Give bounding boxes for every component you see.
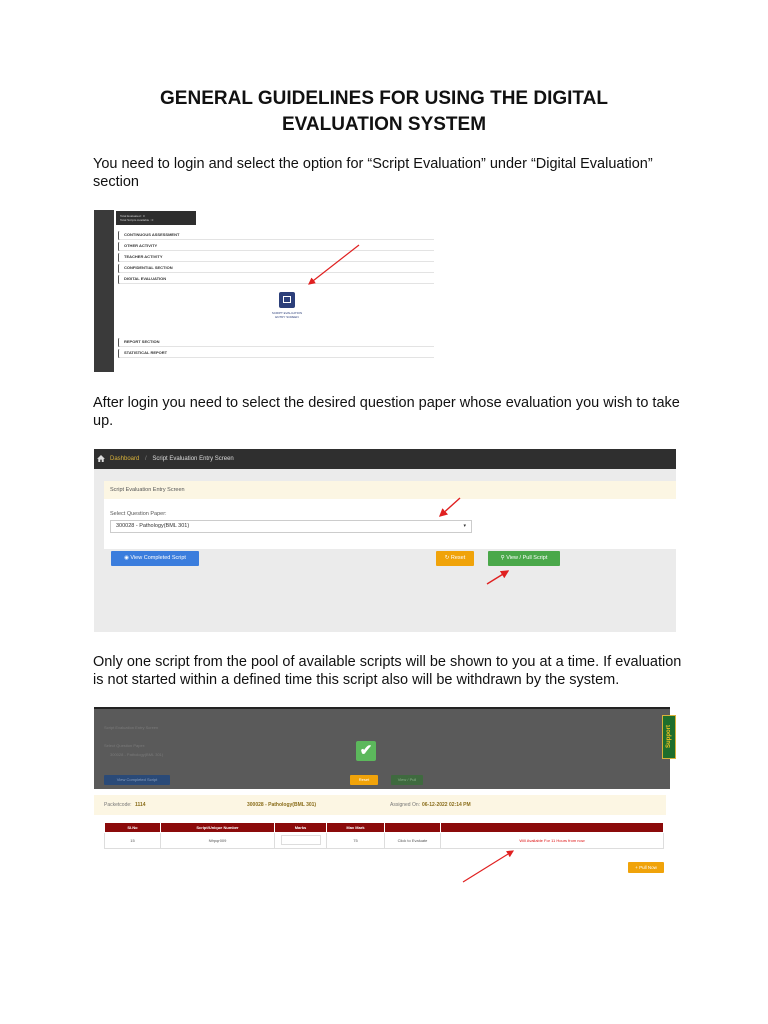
menu-row-confidential-section[interactable]: CONFIDENTIAL SECTION xyxy=(118,263,434,273)
caret-down-icon: ▾ xyxy=(463,523,466,529)
script-evaluation-tile-icon[interactable] xyxy=(279,292,295,308)
breadcrumb xyxy=(94,449,676,469)
paragraph-line: You need to login and select the option for “Script Evaluation” under “Digital Evaluation” xyxy=(93,156,653,172)
breadcrumb-separator: / xyxy=(145,456,147,462)
tooltip-line: Total Evaluated : 0 xyxy=(120,214,145,218)
instruction-paragraph-2 xyxy=(93,394,683,430)
document-title xyxy=(60,86,708,138)
ghost-heading: Script Evaluation Entry Screen xyxy=(104,725,159,730)
question-paper-value: 300028 - Pathology(BML 301) xyxy=(116,523,190,529)
menu-row-teacher-activity[interactable]: TEACHER ACTIVITY xyxy=(118,252,434,262)
menu-row-continuous-assessment[interactable]: CONTINUOUS ASSESSMENT xyxy=(118,230,434,240)
cell-availability: Will Available For 11 Hours from now xyxy=(441,833,664,849)
paragraph-line: section xyxy=(93,174,139,190)
reset-button[interactable] xyxy=(436,551,474,566)
question-paper-select[interactable] xyxy=(110,520,472,533)
button-label: View / Pull Script xyxy=(506,555,548,561)
evaluation-tooltip xyxy=(116,211,196,225)
button-label: View Completed Script xyxy=(130,555,186,561)
button-label: Reset xyxy=(450,555,466,561)
column-header: Script/Unique Number xyxy=(161,823,275,833)
paragraph-line: Only one script from the pool of available scripts will be shown to you at a time. If evaluation xyxy=(93,654,682,670)
script-table xyxy=(104,822,664,849)
menu-row-report-section[interactable]: REPORT SECTION xyxy=(118,337,434,347)
entry-panel xyxy=(104,481,676,549)
paragraph-line: up. xyxy=(93,413,114,429)
cell-script-number: Nfrpqr009 xyxy=(161,833,275,849)
ghost-view-pull-button: View / Pull xyxy=(391,775,423,785)
ghost-value: 300028 - Pathology(BML 301) xyxy=(110,752,164,757)
tile-label-line: ENTRY SCREEN xyxy=(275,315,299,319)
tooltip-line: Total Scripts Available : 0 xyxy=(120,218,154,222)
menu-row-other-activity[interactable]: OTHER ACTIVITY xyxy=(118,241,434,251)
instruction-paragraph-3 xyxy=(93,653,683,689)
screenshot-script-assigned xyxy=(94,707,676,907)
marks-input[interactable] xyxy=(281,835,321,845)
column-header: Sl.No xyxy=(105,823,161,833)
button-label: Pull Now xyxy=(639,865,657,870)
assigned-label: Assigned On: xyxy=(390,802,421,808)
table-header-row xyxy=(105,823,664,833)
home-icon[interactable] xyxy=(97,455,105,462)
ghost-reset-button: Reset xyxy=(350,775,378,785)
table-row xyxy=(105,833,664,849)
refresh-icon: ↻ xyxy=(444,555,451,561)
instruction-paragraph-1 xyxy=(93,155,683,191)
column-header xyxy=(385,823,441,833)
ghost-label: Select Question Paper: xyxy=(104,743,146,748)
paragraph-line: is not started within a defined time this script also will be withdrawn by the system. xyxy=(93,672,620,688)
support-tab[interactable]: Support xyxy=(662,715,676,759)
question-paper-label: Select Question Paper: xyxy=(110,511,167,517)
packet-info-bar xyxy=(94,795,666,815)
tile-label-line: SCRIPT EVALUATION xyxy=(271,311,303,315)
panel-heading: Script Evaluation Entry Screen xyxy=(104,481,676,499)
column-header: Max Mark xyxy=(327,823,385,833)
column-header xyxy=(441,823,664,833)
search-icon: ⚲ xyxy=(500,555,507,561)
script-evaluation-tile-label[interactable] xyxy=(264,311,310,319)
click-to-evaluate-link[interactable]: Click to Evaluate xyxy=(385,833,441,849)
cell-max-mark: 75 xyxy=(327,833,385,849)
breadcrumb-dashboard-link[interactable]: Dashboard xyxy=(110,456,140,462)
plus-icon: + xyxy=(635,865,640,870)
assigned-value: 06-12-2022 02:14 PM xyxy=(422,802,471,808)
column-header: Marks xyxy=(275,823,327,833)
screenshot-dashboard-menu xyxy=(94,210,434,372)
cell-slno: 15 xyxy=(105,833,161,849)
cell-marks xyxy=(275,833,327,849)
paragraph-line: After login you need to select the desired question paper whose evaluation you wish to take xyxy=(93,395,680,411)
paper-name: 300028 - Pathology(BML 301) xyxy=(247,802,317,808)
eye-icon: ◉ xyxy=(124,555,131,561)
pull-now-button[interactable] xyxy=(628,862,664,873)
ghost-view-completed-button: View Completed Script xyxy=(104,775,170,785)
title-line-2: EVALUATION SYSTEM xyxy=(281,114,487,135)
view-pull-script-button[interactable] xyxy=(488,551,560,566)
breadcrumb-current: Script Evaluation Entry Screen xyxy=(152,456,234,462)
modal-overlay xyxy=(94,707,670,789)
menu-row-digital-evaluation[interactable]: DIGITAL EVALUATION xyxy=(118,274,434,284)
title-line-1: GENERAL GUIDELINES FOR USING THE DIGITAL xyxy=(160,88,608,109)
checkmark-icon: ✔ xyxy=(356,741,376,761)
packetcode-value: 1114 xyxy=(135,802,146,808)
view-completed-script-button[interactable] xyxy=(111,551,199,566)
dark-sidebar xyxy=(94,210,114,372)
screenshot-entry-screen xyxy=(94,449,676,632)
menu-row-statistical-report[interactable]: STATISTICAL REPORT xyxy=(118,348,434,358)
packetcode-label: Packetcode: xyxy=(104,802,132,808)
